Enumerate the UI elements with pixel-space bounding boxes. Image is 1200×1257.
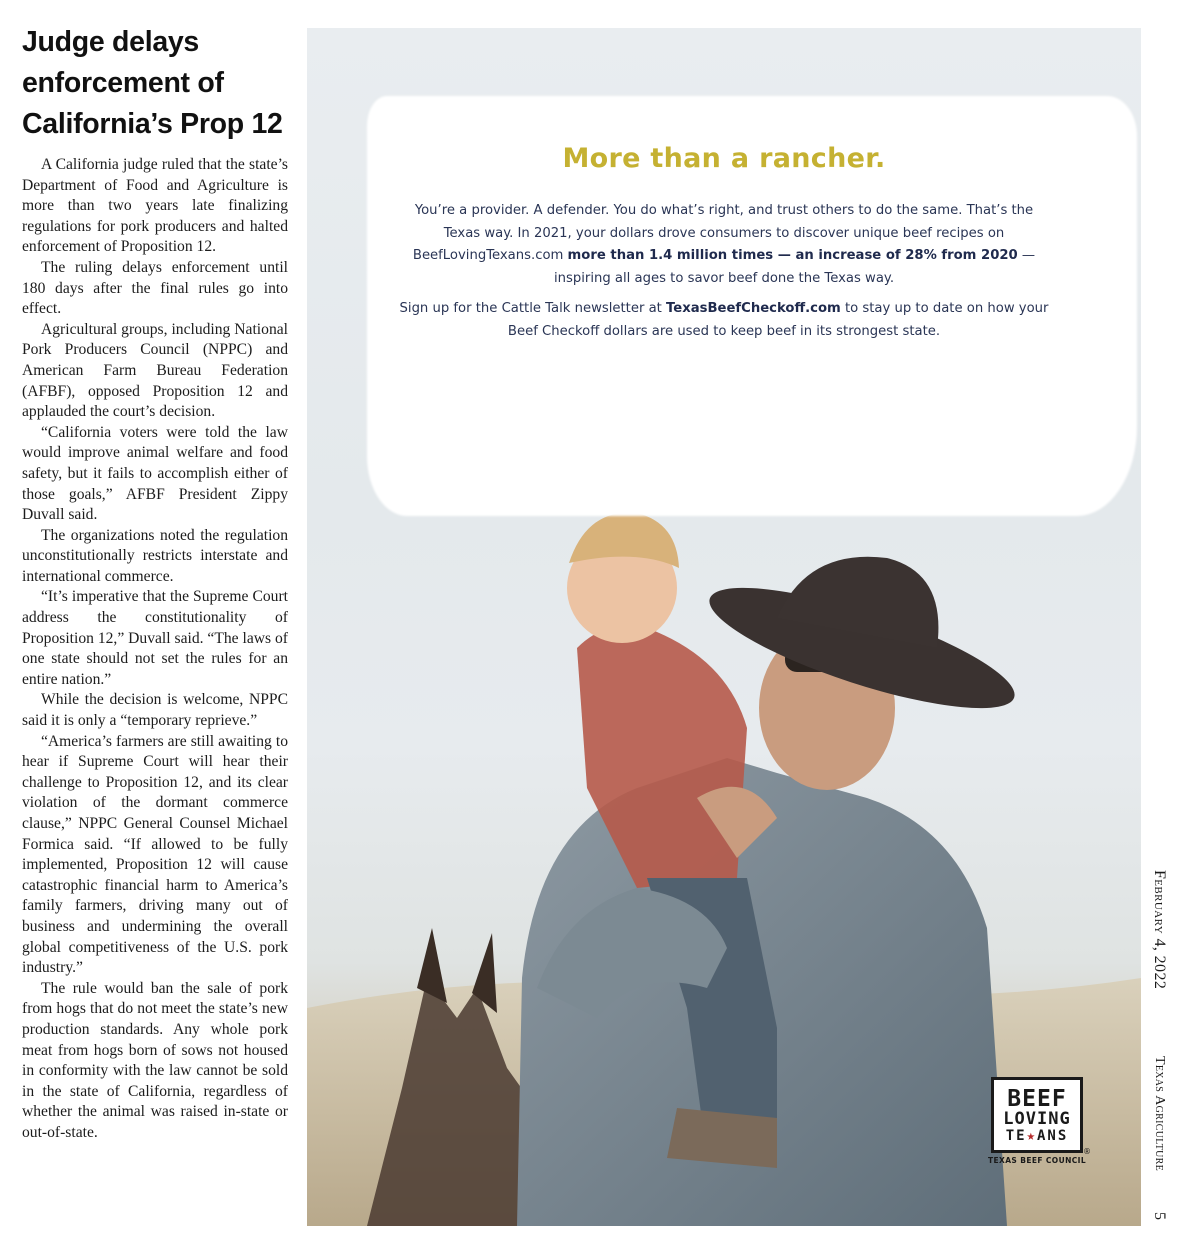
ad-paragraph-provider: [397, 200, 1051, 290]
page-number: 5: [1151, 1212, 1168, 1220]
ad-paragraph-text: Sign up for the Cattle Talk newsletter at: [399, 301, 667, 316]
article-paragraph: The organizations noted the regulation unconstitutionally restricts interstate and international commerce.: [22, 526, 288, 585]
beef-loving-texans-logo: [987, 1077, 1091, 1167]
issue-date: February 4, 2022: [1151, 870, 1168, 990]
article-body: [22, 155, 288, 1144]
ad-paragraph-text: You’re a provider. A defender. You do what’s right, and trust others to do the same. That’s the Texas way. In 2021, your dollars drove consumers to discover unique beef recipes on BeefLovingTexans.com: [412, 203, 1034, 263]
star-icon: ★: [1026, 1127, 1037, 1144]
article-paragraph: The ruling delays enforcement until 180 days after the final rules go into effect.: [22, 258, 288, 318]
article-paragraph: “America’s farmers are still awaiting to hear if Supreme Court will hear their challenge to Proposition 12, and its clear violation of the dormant commerce clause,” NPPC General Counsel Michael Formica said. “If allowed to be fully implemented, Proposition 12 will cause catastrophic financial harm to America’s family farmers, driving many out of business and undermining the overall global competitiveness of the U.S. pork industry.”: [22, 732, 288, 977]
article: [22, 22, 288, 1144]
article-paragraph: A California judge ruled that the state’s Department of Food and Agriculture is more than two years late finalizing regulations for pork producers and halted enforcement of Proposition 12.: [22, 156, 288, 256]
logo-line-texans: [1006, 1129, 1069, 1144]
ad-heading: More than a rancher.: [562, 143, 886, 174]
ad-paragraph-text: to stay up to date on how your Beef Checkoff dollars are used to keep beef in its strongest state.: [507, 301, 1049, 339]
article-paragraph: “It’s imperative that the Supreme Court address the constitutionality of Proposition 12,” Duvall said. “The laws of one state should not set the rules for an entire nation.”: [22, 588, 288, 688]
logo-subtitle: TEXAS BEEF COUNCIL: [987, 1156, 1087, 1165]
logo-text: ANS: [1037, 1127, 1069, 1144]
logo-text: TE: [1005, 1127, 1027, 1144]
logo-box: [991, 1077, 1083, 1153]
ad-paragraph-text: — inspiring all ages to savor beef done the Texas way.: [553, 248, 1036, 286]
logo-line-beef: BEEF: [1007, 1085, 1067, 1112]
ad-paragraph-highlight: more than 1.4 million times — an increase of 28% from 2020: [567, 248, 1018, 263]
running-footer: [1150, 0, 1170, 1257]
ad-copy: [397, 143, 1051, 351]
article-paragraph: “California voters were told the law would improve animal welfare and food safety, but it fails to accomplish either of those goals,” AFBF President Zippy Duvall said.: [22, 423, 288, 524]
publication-name: Texas Agriculture: [1152, 1056, 1167, 1172]
ad-paragraph-signup: [397, 298, 1051, 343]
registered-mark: ®: [1083, 1147, 1091, 1156]
article-paragraph: The rule would ban the sale of pork from hogs that do not meet the state’s new production standards. Any whole pork meat from hogs born of sows not housed in conformity with the law cannot be sold in the state of California, regardless of whether the animal was raised in-state or out-of-state.: [22, 979, 288, 1141]
logo-line-loving: LOVING: [1003, 1108, 1071, 1129]
article-paragraph: Agricultural groups, including National Pork Producers Council (NPPC) and American Farm Bureau Federation (AFBF), opposed Proposition 12 and applauded the court’s decision.: [22, 320, 288, 421]
ad-website-link[interactable]: TexasBeefCheckoff.com: [666, 301, 841, 316]
beef-council-advertisement: [307, 28, 1141, 1226]
article-headline: Judge delays enforcement of California’s Prop 12: [22, 26, 283, 140]
article-paragraph: While the decision is welcome, NPPC said it is only a “temporary reprieve.”: [22, 691, 288, 730]
